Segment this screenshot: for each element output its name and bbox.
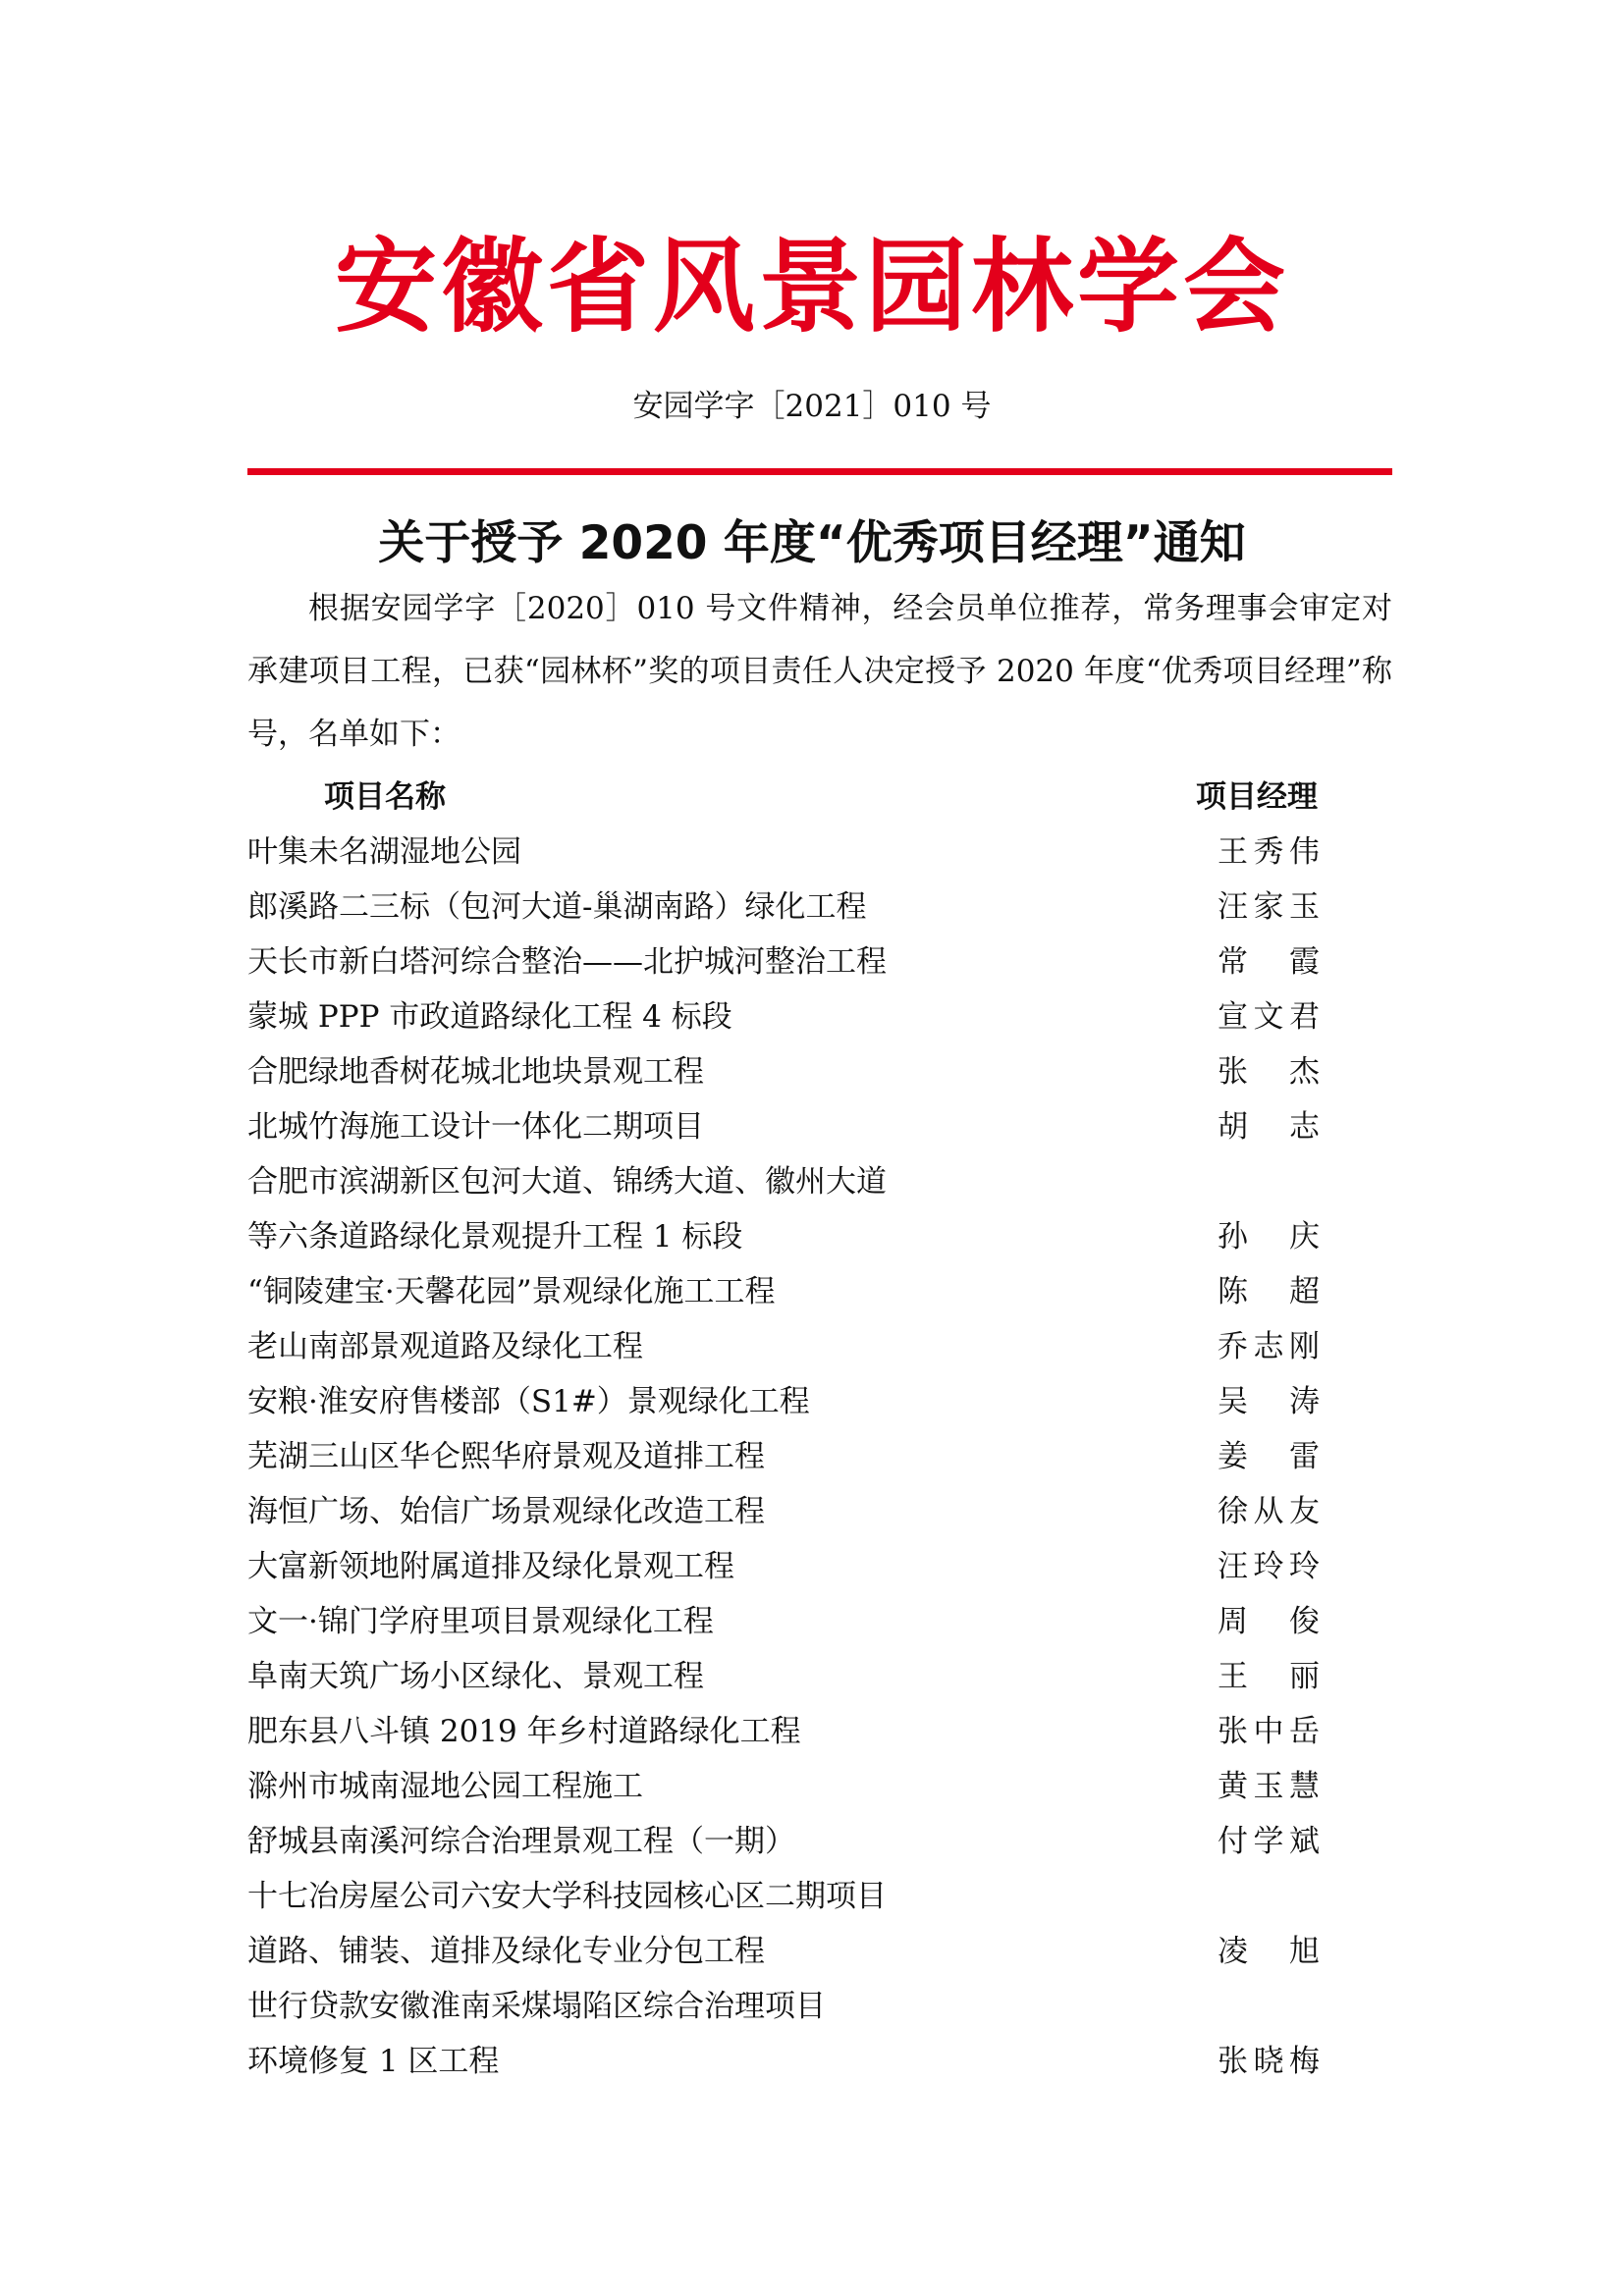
list-item: [247, 1154, 1392, 1209]
list-item: [247, 880, 1392, 934]
list-item: [247, 825, 1392, 880]
project-manager: 吴涛: [1218, 1384, 1320, 1419]
project-manager: 周俊: [1218, 1604, 1320, 1639]
list-item: [247, 1649, 1392, 1704]
project-manager: 张晓梅: [1218, 2044, 1320, 2079]
project-name: 滁州市城南湿地公园工程施工: [247, 1769, 643, 1804]
list-item: [247, 989, 1392, 1044]
project-manager: 张杰: [1218, 1054, 1320, 1090]
project-manager: 陈超: [1218, 1274, 1320, 1309]
project-name: 世行贷款安徽淮南采煤塌陷区综合治理项目: [247, 1989, 826, 2024]
project-name: 阜南天筑广场小区绿化、景观工程: [247, 1659, 704, 1694]
project-name: 文一·锦门学府里项目景观绿化工程: [247, 1604, 714, 1639]
organization-name: 安徽省风景园林学会: [334, 227, 1289, 347]
list-item: [247, 2034, 1392, 2089]
project-name: 郎溪路二三标（包河大道-巢湖南路）绿化工程: [247, 889, 867, 925]
project-manager: 胡志: [1218, 1109, 1320, 1145]
list-item: [247, 1759, 1392, 1814]
list-item: [247, 1539, 1392, 1594]
project-manager: 凌旭: [1218, 1934, 1320, 1969]
award-list: [247, 770, 1392, 2089]
project-manager: 徐从友: [1218, 1494, 1320, 1529]
project-name: 老山南部景观道路及绿化工程: [247, 1329, 643, 1364]
list-item: [247, 1869, 1392, 1924]
project-name: 大富新领地附属道排及绿化景观工程: [247, 1549, 734, 1584]
project-manager: 张中岳: [1218, 1714, 1320, 1749]
list-item: [247, 1484, 1392, 1539]
project-name: 芜湖三山区华仑熙华府景观及道排工程: [247, 1439, 765, 1474]
column-header-project: 项目名称: [324, 779, 446, 815]
list-item: [247, 1704, 1392, 1759]
list-item: [247, 1099, 1392, 1154]
list-item: [247, 1814, 1392, 1869]
project-manager: 姜雷: [1218, 1439, 1320, 1474]
project-manager: 宣文君: [1218, 999, 1320, 1035]
list-item: [247, 1429, 1392, 1484]
list-item: [247, 1209, 1392, 1264]
project-name: 安粮·淮安府售楼部（S1#）景观绿化工程: [247, 1384, 810, 1419]
project-name: 北城竹海施工设计一体化二期项目: [247, 1109, 704, 1145]
list-item: [247, 934, 1392, 989]
list-item: [247, 1374, 1392, 1429]
project-manager: 王秀伟: [1218, 834, 1320, 870]
project-name: 合肥绿地香树花城北地块景观工程: [247, 1054, 704, 1090]
project-name: 十七冶房屋公司六安大学科技园核心区二期项目: [247, 1879, 887, 1914]
document-number: 安园学字［2021］010 号: [632, 389, 992, 424]
column-header-manager: 项目经理: [1196, 779, 1318, 815]
project-name: 等六条道路绿化景观提升工程 1 标段: [247, 1219, 743, 1255]
project-name: 天长市新白塔河综合整治——北护城河整治工程: [247, 944, 887, 980]
project-manager: 乔志刚: [1218, 1329, 1320, 1364]
list-item: [247, 1979, 1392, 2034]
project-name: 环境修复 1 区工程: [247, 2044, 500, 2079]
project-manager: 汪玲玲: [1218, 1549, 1320, 1584]
project-manager: 付学斌: [1218, 1824, 1320, 1859]
project-name: 海恒广场、始信广场景观绿化改造工程: [247, 1494, 765, 1529]
project-manager: 王丽: [1218, 1659, 1320, 1694]
project-name: 合肥市滨湖新区包河大道、锦绣大道、徽州大道: [247, 1164, 887, 1200]
project-name: 肥东县八斗镇 2019 年乡村道路绿化工程: [247, 1714, 801, 1749]
project-manager: 汪家玉: [1218, 889, 1320, 925]
list-item: [247, 1319, 1392, 1374]
project-name: 道路、铺装、道排及绿化专业分包工程: [247, 1934, 765, 1969]
project-name: 叶集未名湖湿地公园: [247, 834, 521, 870]
list-item: [247, 1924, 1392, 1979]
project-manager: 孙庆: [1218, 1219, 1320, 1255]
list-item: [247, 1044, 1392, 1099]
intro-paragraph: 根据安园学字［2020］010 号文件精神，经会员单位推荐，常务理事会审定对承建项目工程，已获“园林杯”奖的项目责任人决定授予 2020 年度“优秀项目经理”称号，名单如下：: [247, 591, 1392, 752]
list-header-row: [247, 770, 1392, 825]
document-title: 关于授予 2020 年度“优秀项目经理”通知: [378, 516, 1246, 570]
red-divider-line: [247, 468, 1392, 475]
project-manager: 常霞: [1218, 944, 1320, 980]
list-item: [247, 1264, 1392, 1319]
list-item: [247, 1594, 1392, 1649]
project-manager: 黄玉慧: [1218, 1769, 1320, 1804]
project-name: “铜陵建宝·天馨花园”景观绿化施工工程: [247, 1274, 776, 1309]
project-name: 舒城县南溪河综合治理景观工程（一期）: [247, 1824, 795, 1859]
project-name: 蒙城 PPP 市政道路绿化工程 4 标段: [247, 999, 732, 1035]
